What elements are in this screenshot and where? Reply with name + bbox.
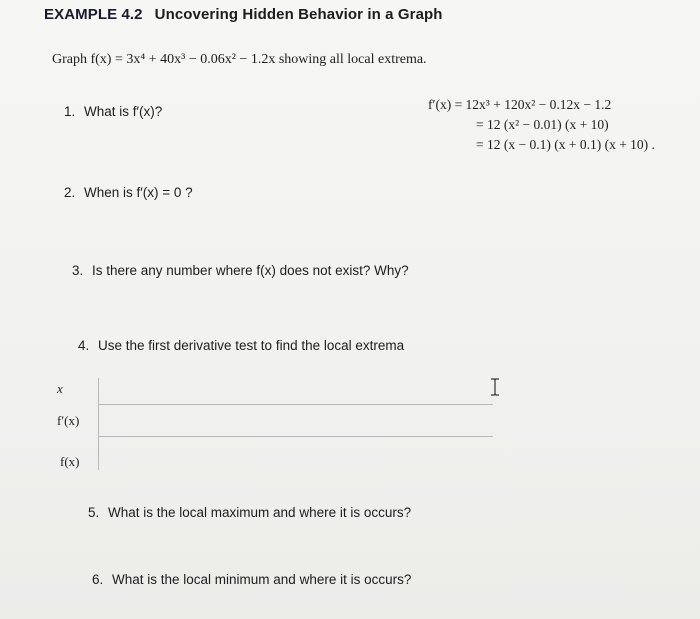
question-number: 5.: [88, 505, 100, 520]
question-number: 1.: [64, 104, 76, 119]
sign-chart-row-divider-1: [98, 404, 493, 405]
sign-chart-f-label: f(x): [60, 454, 80, 469]
question-text: Is there any number where f(x) does not exist? Why?: [92, 263, 409, 278]
example-label: EXAMPLE 4.2: [44, 6, 143, 23]
example-title: Uncovering Hidden Behavior in a Graph: [154, 6, 443, 23]
derivative-answer: [428, 95, 655, 155]
derivative-line-1: f′(x) = 12x³ + 120x² − 0.12x − 1.2: [428, 97, 612, 112]
sign-chart-fprime-label: f′(x): [57, 413, 80, 428]
question-4: [78, 338, 404, 353]
question-text: What is the local minimum and where it is occurs?: [112, 572, 412, 587]
question-3: [72, 263, 409, 278]
question-1: [64, 104, 162, 119]
question-text: Use the first derivative test to find the local extrema: [98, 338, 405, 353]
sign-chart-row-divider-2: [98, 436, 493, 437]
question-2: [64, 185, 193, 200]
sign-chart-x-label: x: [57, 381, 63, 396]
question-6: [92, 572, 411, 587]
sign-chart-vertical-divider: [98, 378, 99, 470]
derivative-line-3: = 12 (x − 0.1) (x + 0.1) (x + 10) .: [476, 137, 655, 152]
question-number: 3.: [72, 263, 84, 278]
question-text: What is f′(x)?: [84, 104, 163, 119]
question-5: [88, 505, 411, 520]
question-number: 6.: [92, 572, 104, 587]
text-cursor-icon: [489, 378, 501, 396]
question-number: 2.: [64, 185, 76, 200]
example-header: [44, 6, 443, 23]
question-text: When is f′(x) = 0 ?: [84, 185, 193, 200]
graph-instruction: Graph f(x) = 3x⁴ + 40x³ − 0.06x² − 1.2x showing all local extrema.: [52, 52, 427, 67]
question-text: What is the local maximum and where it is occurs?: [108, 505, 412, 520]
derivative-line-2: = 12 (x² − 0.01) (x + 10): [476, 117, 609, 132]
question-number: 4.: [78, 338, 90, 353]
